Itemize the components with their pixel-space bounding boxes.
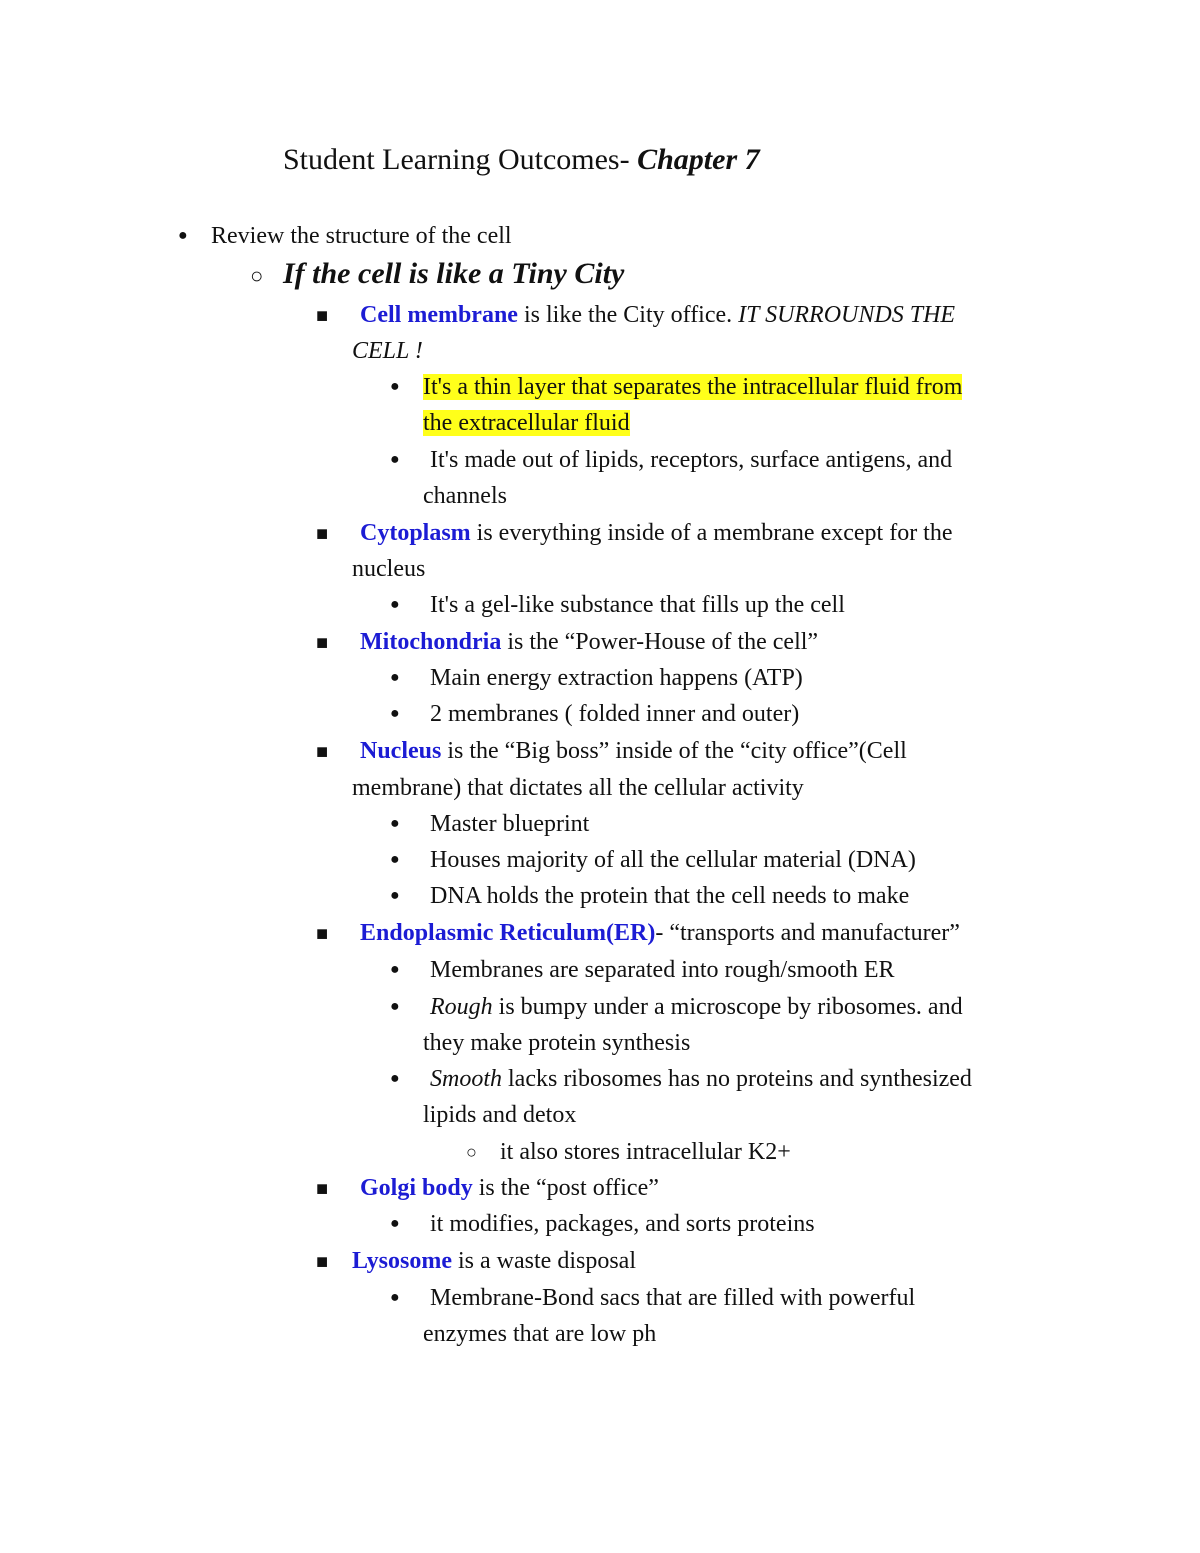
list-item: Rough is bumpy under a microscope by ribosomes. and [430,994,963,1020]
term-mitochondria: Mitochondria [360,629,502,655]
cell-membrane-item: Cell membrane is like the City office. IT SURROUNDS THE [360,302,956,328]
bullet-square-icon: ■ [316,1251,329,1273]
bullet-dot-icon: ● [390,669,400,686]
list-item: DNA holds the protein that the cell needs to make [430,883,910,909]
list-item: Membranes are separated into rough/smooth ER [430,957,895,983]
bullet-ring-icon: ○ [250,263,264,288]
nucleus-item: Nucleus is the “Big boss” inside of the “city office”(Cell [360,738,907,764]
term-er: Endoplasmic Reticulum(ER) [360,920,656,946]
list-item: It's a gel-like substance that fills up the cell [430,592,845,618]
bullet-dot-icon: ● [390,596,400,613]
list-item: nucleus [352,556,426,582]
list-item: Membrane-Bond sacs that are filled with powerful [430,1285,916,1311]
cell-membrane-emphasis: CELL ! [352,338,423,364]
bullet-square-icon: ■ [316,923,329,945]
list-item: they make protein synthesis [423,1030,691,1056]
bullet-square-icon: ■ [316,305,329,327]
bullet-dot-icon: ● [390,887,400,904]
list-item: Smooth lacks ribosomes has no proteins and synthesized [430,1066,972,1092]
city-heading: If the cell is like a Tiny City [283,257,625,290]
bullet-square-icon: ■ [316,523,329,545]
chapter-label: Chapter 7 [637,143,760,176]
list-item: 2 membranes ( folded inner and outer) [430,701,800,727]
er-item: Endoplasmic Reticulum(ER)- “transports and manufacturer” [360,920,960,946]
bullet-ring-icon: ○ [466,1142,477,1162]
list-item: Master blueprint [430,811,590,837]
bullet-dot-icon: ● [390,1289,400,1306]
review-item: Review the structure of the cell [211,223,512,249]
mitochondria-item: Mitochondria is the “Power-House of the cell” [360,629,819,655]
term-nucleus: Nucleus [360,738,442,764]
golgi-item: Golgi body is the “post office” [360,1175,659,1201]
list-item: enzymes that are low ph [423,1321,657,1347]
term-cytoplasm: Cytoplasm [360,520,471,546]
list-item: lipids and detox [423,1102,577,1128]
page-title: Student Learning Outcomes- Chapter 7 [283,143,760,176]
bullet-dot-icon: ● [390,451,400,468]
list-item: it modifies, packages, and sorts proteins [430,1211,815,1237]
list-item: Main energy extraction happens (ATP) [430,665,803,691]
lysosome-item: Lysosome is a waste disposal [352,1248,636,1274]
bullet-dot-icon: ● [390,1215,400,1232]
bullet-dot-icon: ● [390,998,400,1015]
bullet-dot-icon: ● [178,227,188,244]
list-item: channels [423,483,507,509]
bullet-dot-icon: ● [390,705,400,722]
highlighted-text: It's a thin layer that separates the intracellular fluid from [423,374,963,400]
bullet-dot-icon: ● [390,851,400,868]
bullet-square-icon: ■ [316,741,329,763]
cytoplasm-item: Cytoplasm is everything inside of a membrane except for the [360,520,953,546]
bullet-dot-icon: ● [390,1070,400,1087]
bullet-dot-icon: ● [390,961,400,978]
highlighted-text: the extracellular fluid [423,410,630,436]
term-golgi: Golgi body [360,1175,473,1201]
term-cell-membrane: Cell membrane [360,302,518,328]
list-item: it also stores intracellular K2+ [500,1139,791,1165]
bullet-dot-icon: ● [390,815,400,832]
list-item: membrane) that dictates all the cellular activity [352,775,804,801]
list-item: It's made out of lipids, receptors, surface antigens, and [430,447,953,473]
list-item: Houses majority of all the cellular material (DNA) [430,847,916,873]
term-lysosome: Lysosome [352,1248,453,1274]
bullet-square-icon: ■ [316,1178,329,1200]
bullet-square-icon: ■ [316,632,329,654]
bullet-dot-icon: ● [390,378,400,395]
